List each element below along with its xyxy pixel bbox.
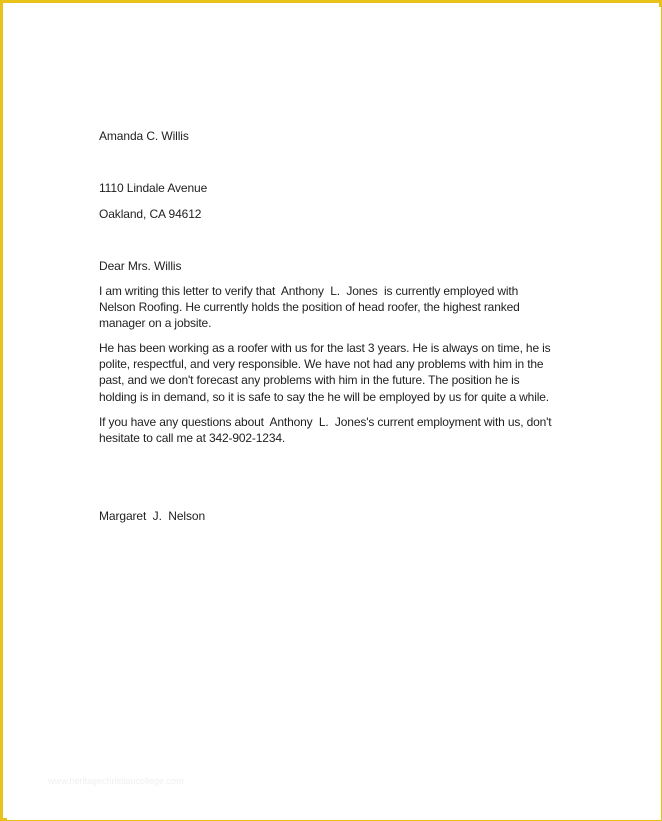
recipient-name: Amanda C. Willis [99,129,189,143]
paragraph-contact [99,414,579,446]
paragraph-line: Nelson Roofing. He currently holds the position of head roofer, the highest ranked [99,300,520,315]
address-line-1: 1110 Lindale Avenue [99,181,208,195]
paragraph-line: holding is in demand, so it is safe to say the he will be employed by us for quite a while. [99,389,549,404]
address-line-2: Oakland, CA 94612 [99,207,202,221]
paragraph-line: past, and we don't forecast any problems with him in the future. The position he is [99,373,520,388]
signature: Margaret J. Nelson [99,509,206,523]
paragraph-employment-details [99,340,579,405]
paragraph-line: If you have any questions about Anthony L. Jones's current employment with us, don't [99,415,552,429]
paragraph-line: manager on a jobsite. [99,316,212,331]
watermark: www.heritagechristiancollege.com [48,776,184,786]
paragraph-line: polite, respectful, and very responsible. We have not had any problems with him in the [99,357,544,372]
salutation: Dear Mrs. Willis [99,259,182,273]
paragraph-line: hesitate to call me at 342-902-1234. [99,431,286,446]
letter-page [7,7,661,820]
paragraph-line: He has been working as a roofer with us for the last 3 years. He is always on time, he is [99,341,551,355]
paragraph-line: I am writing this letter to verify that Anthony L. Jones is currently employed with [99,284,519,298]
paragraph-verification [99,283,579,332]
